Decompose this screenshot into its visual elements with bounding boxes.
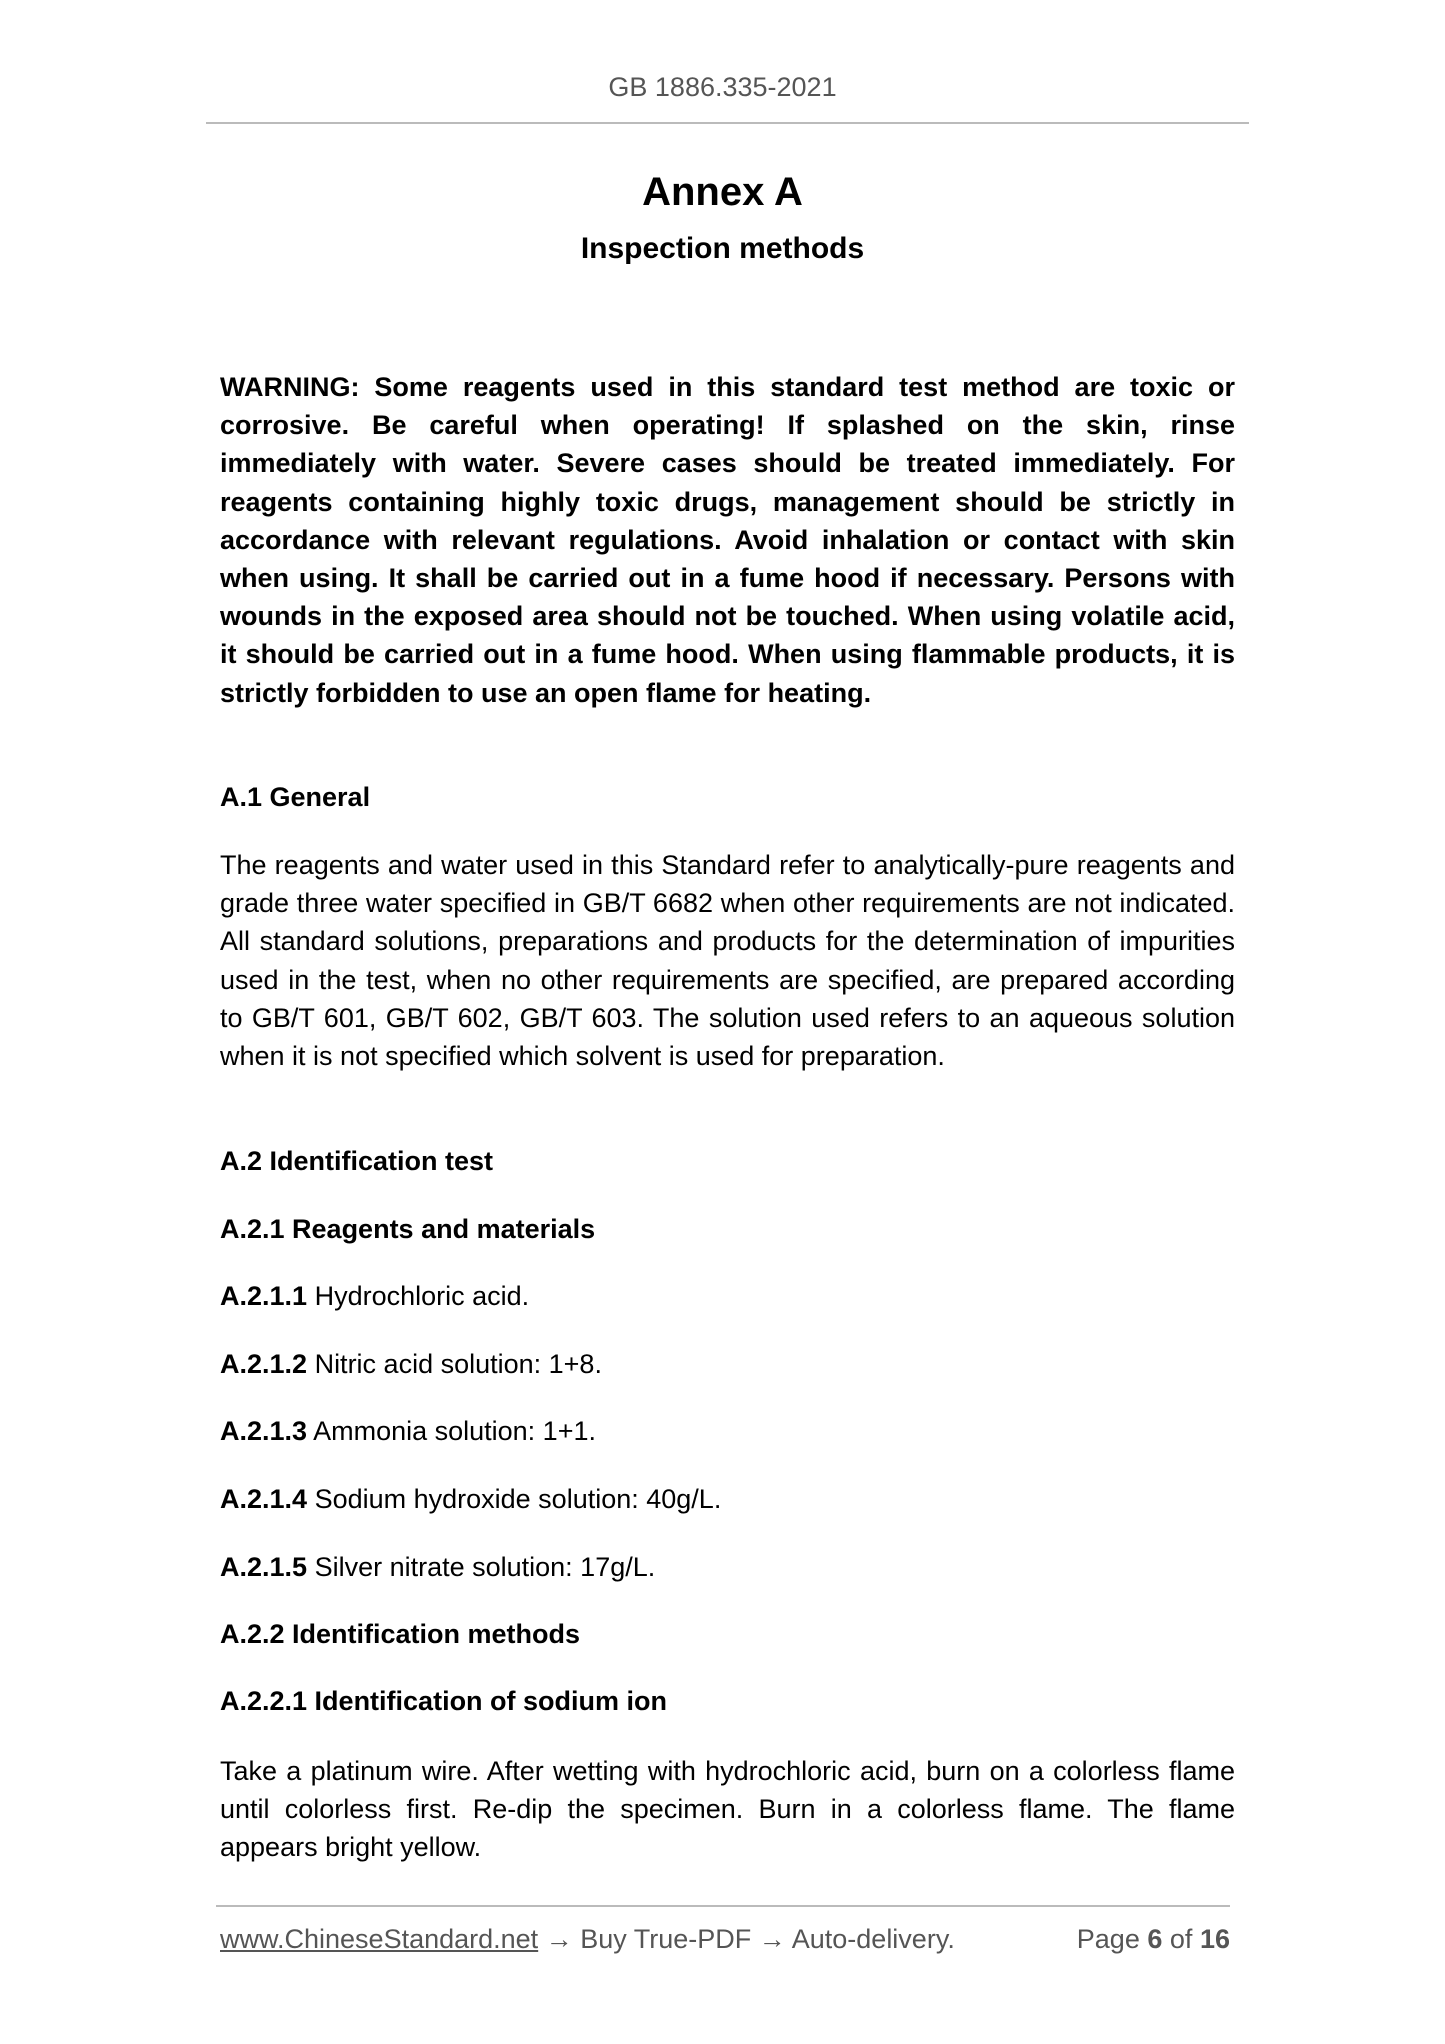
reagent-item [220, 1345, 1235, 1383]
annex-subtitle: Inspection methods [580, 232, 865, 265]
item-text: Nitric acid solution: 1+8. [307, 1349, 602, 1379]
item-number: A.2.1.3 [220, 1416, 308, 1446]
page-indicator [1077, 1924, 1230, 1955]
reagent-item [220, 1480, 1235, 1518]
website-link[interactable]: www.ChineseStandard.net [220, 1924, 539, 1954]
page-total: 16 [1199, 1924, 1230, 1954]
header-divider [206, 122, 1249, 124]
section-a221-paragraph: Take a platinum wire. After wetting with hydrochloric acid, burn on a colorless flame until colorless first. Re-dip the specimen. Burn in a colorless flame. The flame appears bright yellow. [220, 1756, 1235, 1863]
item-text: Hydrochloric acid. [307, 1281, 530, 1311]
footer-divider [216, 1905, 1230, 1907]
section-heading-a21: A.2.1 Reagents and materials [220, 1214, 596, 1244]
item-number: A.2.1.5 [220, 1552, 308, 1582]
annex-title: Annex A [642, 170, 803, 214]
warning-paragraph: WARNING: Some reagents used in this standard test method are toxic or corrosive. Be careful when operating! If splashed on the skin, rinse immediately with water. Severe cases should be treated immediately. For reagents containing highly toxic drugs, management should be strictly in accordance with relevant regulations. Avoid inhalation or contact with skin when using. It shall be carried out in a fume hood if necessary. Persons with wounds in the exposed area should not be touched. When using volatile acid, it should be carried out in a fume hood. When using flammable products, it is strictly forbidden to use an open flame for heating. [220, 372, 1235, 708]
running-header: GB 1886.335-2021 [608, 72, 837, 102]
item-text: Sodium hydroxide solution: 40g/L. [307, 1484, 722, 1514]
section-heading-a2: A.2 Identification test [220, 1146, 494, 1176]
item-text: Ammonia solution: 1+1. [307, 1416, 596, 1446]
page-current: 6 [1147, 1924, 1163, 1954]
of-label: of [1169, 1924, 1193, 1954]
section-a1-paragraph: The reagents and water used in this Standard refer to analytically-pure reagents and grade three water specified in GB/T 6682 when other requirements are not indicated. All standard solutions, preparations and products for the determination of impurities used in the test, when no other requirements are specified, are prepared according to GB/T 601, GB/T 602, GB/T 603. The solution used refers to an aqueous solution when it is not specified which solvent is used for preparation. [220, 850, 1235, 1072]
reagent-item [220, 1412, 1235, 1450]
page-label: Page [1076, 1924, 1140, 1954]
section-heading-a1: A.1 General [220, 782, 371, 812]
section-heading-a221: A.2.2.1 Identification of sodium ion [220, 1686, 668, 1716]
reagent-item [220, 1277, 1235, 1315]
footer-left [220, 1924, 955, 1955]
page-footer [220, 1924, 1230, 1955]
footer-tagline: → Buy True-PDF → Auto-delivery. [538, 1924, 955, 1954]
section-heading-a22: A.2.2 Identification methods [220, 1619, 581, 1649]
item-number: A.2.1.2 [220, 1349, 308, 1379]
reagent-item [220, 1548, 1235, 1586]
item-text: Silver nitrate solution: 17g/L. [307, 1552, 656, 1582]
item-number: A.2.1.4 [220, 1484, 308, 1514]
item-number: A.2.1.1 [220, 1281, 308, 1311]
